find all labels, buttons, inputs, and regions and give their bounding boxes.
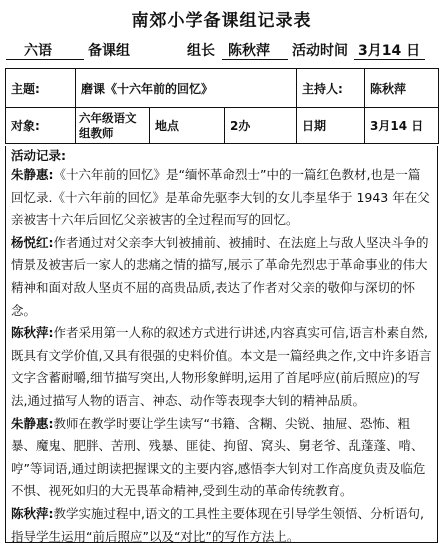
host-value: 陈秋萍	[365, 69, 439, 108]
meta-table	[5, 68, 439, 144]
date-underline	[354, 59, 425, 60]
speaker-name: 陈秋萍:	[11, 325, 54, 341]
group-label: 备课组	[88, 43, 130, 59]
leader-label: 组长	[187, 43, 215, 59]
host-label: 主持人:	[297, 69, 365, 108]
record-entry	[11, 322, 432, 412]
topic-value: 磨课《十六年前的回忆》	[76, 69, 297, 108]
record-text: 作者采用第一人称的叙述方式进行讲述,内容真实可信,语言朴素自然,既具有文学价值,又具有很强的史料价值。本文是一篇经典之作,文中许多语言文字含蓄耐嚼,细节描写突出,人物形象鲜明,运用了首尾呼应(前后照应)的写法,通过描写人物的语言、神态、动作等表现李大钊的精神品质。	[11, 325, 432, 408]
record-entry	[11, 232, 432, 322]
record-text: 《十六年前的回忆》是“缅怀革命烈士”中的一篇红色教材,也是一篇回忆录.《十六年前的回忆》是革命先驱李大钊的女儿李星华于 1943 年在父亲被害十六年后回忆父亲被害的全过程而写的回忆。	[11, 167, 430, 228]
activity-records	[5, 146, 438, 543]
record-entry	[11, 164, 432, 232]
page-title: 南郊小学备课组记录表	[131, 11, 312, 31]
leader-name: 陈秋萍	[228, 43, 270, 59]
speaker-name: 朱静惠:	[11, 167, 54, 182]
date-label: 日期	[297, 108, 365, 144]
record-entry	[11, 413, 432, 503]
info-line	[0, 40, 443, 64]
subject-underline	[6, 59, 84, 60]
record-entry	[11, 503, 432, 548]
time-label: 活动时间	[292, 43, 348, 59]
speaker-name: 朱静惠:	[11, 415, 54, 431]
place-label: 地点	[150, 108, 225, 144]
record-text: 教师在教学时要让学生读写“书籍、含糊、尖锐、抽屉、恐怖、粗暴、魔鬼、肥胖、苦刑、残暴、匪徒、拘留、窝头、舅老爷、乱蓬蓬、啃、哼”等词语,通过朗读把握课文的主要内容,感悟李大钊对工作高度负责及临危不惧、视死如归的大无畏革命精神,受到生动的革命传统教育。	[11, 415, 426, 499]
topic-label: 主题:	[6, 69, 76, 108]
leader-underline	[222, 59, 288, 60]
table-date-value: 3月14 日	[365, 108, 439, 144]
subject-value: 六语	[24, 43, 52, 59]
place-value: 2办	[225, 108, 297, 144]
record-text: 教学实施过程中,语文的工具性主要体现在引导学生领悟、分析语句,指导学生运用“前后照应”以及“对比”的写作方法上。	[11, 505, 424, 544]
speaker-name: 陈秋萍:	[11, 505, 54, 521]
target-value: 六年级语文组教师	[76, 108, 150, 144]
date-value: 3月14 日	[358, 43, 421, 59]
speaker-name: 杨悦红:	[11, 234, 54, 250]
target-label: 对象:	[6, 108, 76, 144]
records-heading: 活动记录:	[11, 148, 66, 163]
record-text: 作者通过对父亲李大钊被捕前、被捕时、在法庭上与敌人坚决斗争的情景及被害后一家人的悲痛之情的描写,展示了革命先烈忠于革命事业的伟大精神和面对敌人坚贞不屈的高贵品质,表达了作者对父亲的敬仰与深切的怀念。	[11, 234, 429, 318]
